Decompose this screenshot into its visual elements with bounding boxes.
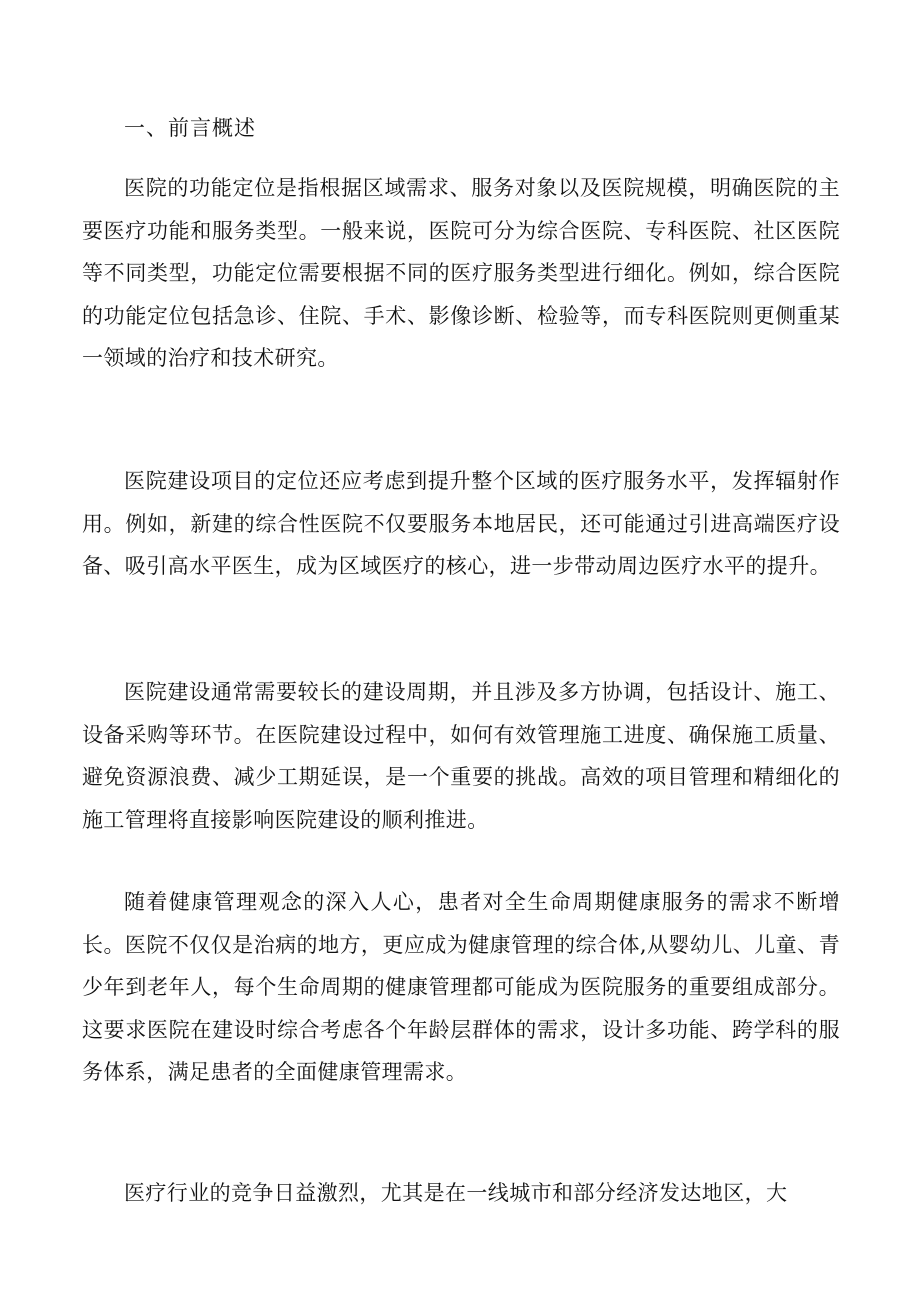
paragraph-hospital-function-positioning: 医院的功能定位是指根据区域需求、服务对象以及医院规模，明确医院的主要医疗功能和服务类型。一般来说，医院可分为综合医院、专科医院、社区医院等不同类型，功能定位需要根据不同的医疗服务类型进行细化。例如，综合医院的功能定位包括急诊、住院、手术、影像诊断、检验等，而专科医院则更侧重某一领域的治疗和技术研究。 xyxy=(82,176,840,370)
paragraph-industry-competition: 医疗行业的竞争日益激烈，尤其是在一线城市和部分经济发达地区，大 xyxy=(124,1181,788,1205)
paragraph-construction-management: 医院建设通常需要较长的建设周期，并且涉及多方协调，包括设计、施工、设备采购等环节。在医院建设过程中，如何有效管理施工进度、确保施工质量、避免资源浪费、减少工期延误，是一个重要的挑战。高效的项目管理和精细化的施工管理将直接影响医院建设的顺利推进。 xyxy=(82,680,840,832)
paragraph-health-management: 随着健康管理观念的深入人心，患者对全生命周期健康服务的需求不断增长。医院不仅仅是治病的地方，更应成为健康管理的综合体,从婴幼儿、儿童、青少年到老年人，每个生命周期的健康管理都可能成为医院服务的重要组成部分。这要求医院在建设时综合考虑各个年龄层群体的需求，设计多功能、跨学科的服务体系，满足患者的全面健康管理需求。 xyxy=(82,890,840,1084)
paragraph-regional-radiation: 医院建设项目的定位还应考虑到提升整个区域的医疗服务水平，发挥辐射作用。例如，新建的综合性医院不仅要服务本地居民，还可能通过引进高端医疗设备、吸引高水平医生，成为区域医疗的核心，进一步带动周边医疗水平的提升。 xyxy=(82,469,840,578)
section-heading: 一、前言概述 xyxy=(124,116,256,140)
